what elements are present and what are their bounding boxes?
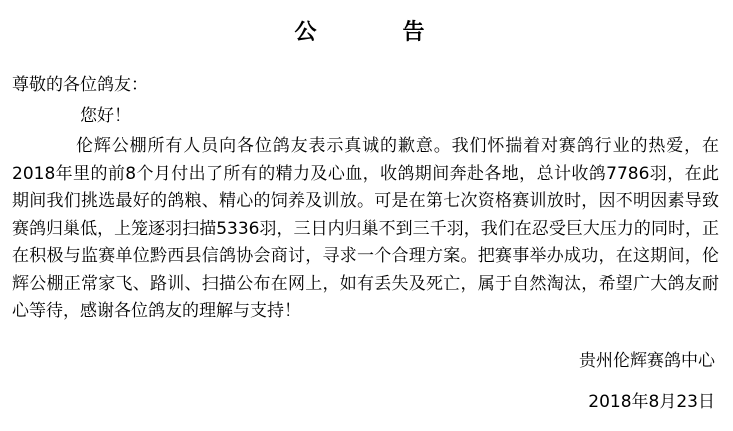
greeting-text: 您好！ [80, 105, 131, 126]
body-paragraph: 伦辉公棚所有人员向各位鸽友表示真诚的歉意。我们怀揣着对赛鸽行业的热爱，在2018年里的前8个月付出了所有的精力及心血，收鸽期间奔赴各地，总计收鸽7786羽，在此期间我们挑选最好的鸽粮、精心的饲养及训放。可是在第七次资格赛训放时，因不明因素导致赛鸽归巢低，上笼逐羽扫描5336羽，三日内归巢不到三千羽，我们在忍受巨大压力的同时，正在积极与监赛单位黔西县信鸽协会商讨，寻求一个合理方案。把赛事举办成功，在这期间，伦辉公棚正常家飞、路训、扫描公布在网上，如有丢失及死亡，属于自然淘汰，希望广大鸽友耐心等待，感谢各位鸽友的理解与支持！ [12, 136, 719, 322]
salutation-text: 尊敬的各位鸽友： [12, 75, 148, 96]
page-title: 公 告 [294, 20, 439, 45]
date-text: 2018年8月23日 [588, 391, 715, 412]
announcement-document [0, 20, 733, 431]
signature-text: 贵州伦辉赛鸽中心 [579, 350, 715, 371]
